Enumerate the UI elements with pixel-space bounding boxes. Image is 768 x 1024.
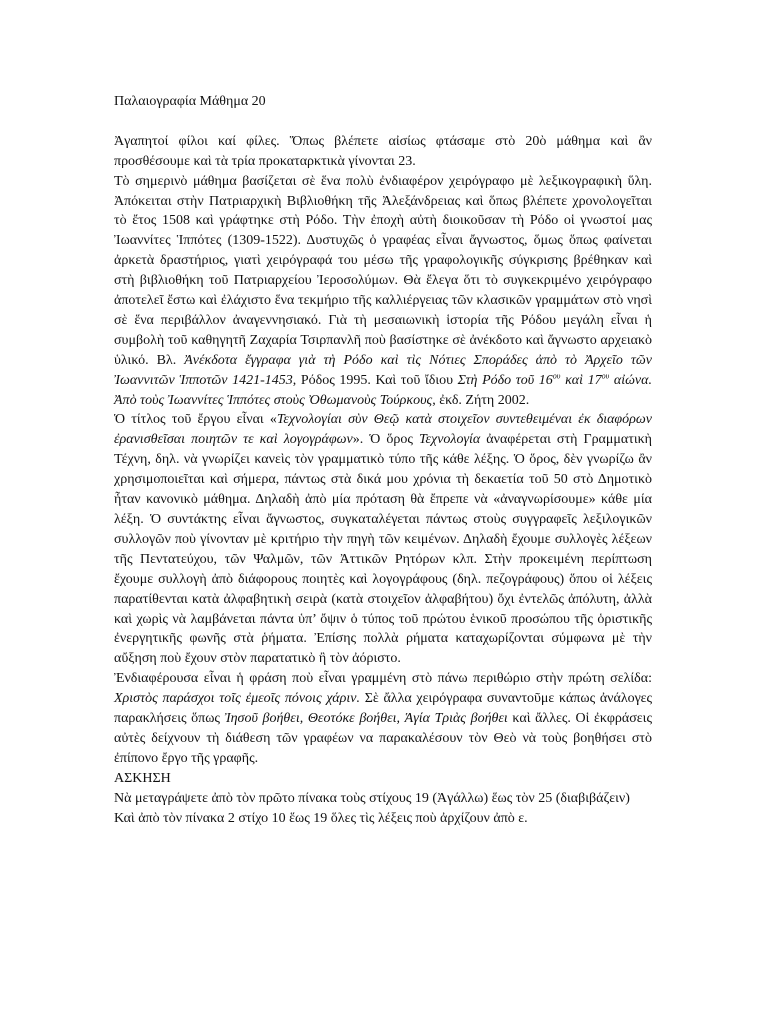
paragraph-title-text-a: Ὁ τίτλος τοῦ ἔργου εἶναι «	[114, 412, 277, 428]
document-title: Παλαιογραφία Μάθημα 20	[114, 94, 266, 109]
paragraph-manuscript-text-a: Τὸ σημερινὸ μάθημα βασίζεται σὲ ἕνα πολὺ ἐνδιαφέρον χειρόγραφο μὲ λεξικογραφικὴ ὕλη. Ἀπόκειται στὴν Πατριαρχικὴ Βιβλιοθήκη τῆς Ἀλεξάνδρειας καὶ ὅπως βλέπετε χρονολογεῖται τὸ ἔτος 1508 καὶ γράφτηκε στὴ Ρόδο. Τὴν ἐποχὴ αὐτὴ διοικοῦσαν τὴ Ρόδο οἱ γνωστοί μας Ἰωαννίτες Ἱππότες (1309-1522). Δυστυχῶς ὁ γραφέας εἶναι ἄγνωστος, ὅμως ὅπως φαίνεται ἀρκετὰ δραστήριος, γιατὶ χειρόγραφά του μέσω τῆς γραφολογικῆς σύγκρισης βρέθηκαν καὶ στὴ βιβλιοθήκη τοῦ Πατριαρχείου Ἰεροσολύμων. Θὰ ἔλεγα ὅτι τὸ συγκεκριμένο χειρόγραφο ἀποτελεῖ ἔστω καὶ ἐλάχιστο ἕνα τεκμήριο τῆς καλλιέργειας τῶν κλασικῶν γραμμάτων στὸ νησὶ σὲ ἕνα περιβάλλον ἀναγεννησιακό. Γιὰ τὴ μεσαιωνικὴ ἱστορία τῆς Ρόδου μεγάλη εἶναι ἡ συμβολὴ τοῦ καθηγητῆ Ζαχαρία Τσιρπανλῆ ποὺ βασίστηκε σὲ ἀνέκδοτο καὶ ἄγνωστο αρχειακὸ ὑλικό. Βλ.	[114, 173, 652, 368]
exercise-item-1: Νὰ μεταγράψετε ἀπὸ τὸν πρῶτο πίνακα τοὺς στίχους 19 (Ἀγάλλω) ἕως τὸν 25 (διαβιβάζειν)	[114, 790, 630, 806]
ordinal-superscript-1: ου	[552, 371, 561, 381]
paragraph-manuscript	[114, 172, 652, 411]
paragraph-margin-text-c: καὶ ἄλλες. Οἱ ἐκφράσεις αὐτὲς δείχνουν τὴ διάθεση τῶν γραφέων να παρακαλέσουν τὸν Θεὸ νὰ τοὺς βοηθήσει στὸ ἐπίπονο ἔργο τῆς γραφῆς.	[114, 711, 652, 766]
work-title-italic: Τεχνολογίαι σὺν Θεῷ κατὰ στοιχεῖον συντεθειμέναι ἐκ διαφόρων ἐρανισθεῖσαι ποιητῶν τε καὶ λογογράφων	[114, 412, 652, 448]
exercise-heading: ΑΣΚΗΣΗ	[114, 770, 171, 786]
citation-title-2-part-2: καὶ 17	[560, 372, 602, 388]
paragraph-manuscript-text-b: , Ρόδος 1995. Καὶ τοῦ ἴδιου	[292, 372, 458, 388]
document-page	[114, 92, 652, 829]
citation-title-2-part-1: Στὴ Ρόδο τοῦ 16	[457, 372, 553, 388]
paragraph-manuscript-text-c: , ἐκδ. Ζήτη 2002.	[432, 392, 530, 408]
paragraph-margin-text-a: Ἐνδιαφέρουσα εἶναι ἡ φράση ποὺ εἶναι γραμμένη στὸ πάνω περιθώριο στὴν πρώτη σελίδα:	[114, 671, 652, 687]
paragraph-title-of-work	[114, 410, 652, 669]
invocations-italic: Ἰησοῦ βοήθει, Θεοτόκε βοήθει, Ἁγία Τριὰς βοήθει	[224, 711, 508, 727]
margin-phrase-italic: Χριστὸς παράσχοι τοῖς ἐμεοῖς πόνοις χάριν.	[114, 691, 360, 707]
paragraph-margin-text-b: Σὲ ἄλλα χειρόγραφα συναντοῦμε κάπως ἀνάλογες παρακλήσεις ὅπως	[114, 691, 652, 727]
citation-title-2-part-3: αἰώνα. Ἀπὸ τοὺς Ἰωαννίτες Ἱππότες στοὺς Ὀθωμανοὺς Τούρκους	[114, 372, 652, 408]
citation-title-1: Ἀνέκδοτα ἔγγραφα γιὰ τὴ Ρόδο καὶ τὶς Νότιες Σποράδες ἀπὸ τὸ Ἀρχεῖο τῶν Ἰωαννιτῶν Ἱπποτῶν 1421-1453	[114, 352, 652, 388]
paragraph-intro: Ἀγαπητοί φίλοι καί φίλες. Ὅπως βλέπετε αἰσίως φτάσαμε στὸ 20ὸ μάθημα καὶ ἂν προσθέσουμε καὶ τὰ τρία προκαταρκτικὰ γίνονται 23.	[114, 133, 652, 169]
paragraph-margin-phrase	[114, 669, 652, 769]
exercise-item-2: Καὶ ἀπὸ τὸν πίνακα 2 στίχο 10 ἕως 19 ὅλες τὶς λέξεις ποὺ ἀρχίζουν ἀπὸ ε.	[114, 810, 528, 826]
paragraph-title-text-c: ἀναφέρεται στὴ Γραμματικὴ Τέχνη, δηλ. νὰ γνωρίζει κανεὶς τὸν γραμματικὸ τύπο τῆς κάθε λέξης. Ὁ ὅρος, δὲν γνωρίζω ἂν χρησιμοποιεῖται καὶ σήμερα, πάντως στὰ δικά μου χρόνια τὴ δεκαετία τοῦ 50 στὸ Δημοτικὸ ἦταν κανονικὸ μάθημα. Δηλαδὴ ἀπὸ μία πρόταση θὰ ἔπρεπε νὰ «ἀναγνωρίσουμε» κάθε μία λέξη. Ὁ συντάκτης εἶναι ἄγνωστος, συγκαταλέγεται πάντως στοὺς συγγραφεῖς λεξιλογικῶν συλλογῶν ποὺ γίνονταν μὲ κριτήριο τὴν πηγὴ τῶν κειμένων. Δηλαδὴ ἔχουμε συλλογὲς λέξεων τῆς Πεντατεύχου, τῶν Ψαλμῶν, τῶν Ἀττικῶν Ρητόρων κλπ. Στὴν προκειμένη περίπτωση ἔχουμε συλλογὴ ἀπὸ διάφορους ποιητὲς καὶ λογογράφους (δηλ. πεζογράφους) ὅπου οἱ λέξεις παρατίθενται κατὰ ἀλφαβητικὴ σειρὰ (κατὰ στοιχεῖον ἀλφαβήτου) ὄχι ἐντελῶς ἀπόλυτη, ἀλλὰ καὶ χωρὶς νὰ λαμβάνεται πάντα ὑπ’ ὄψιν ὁ τύπος τοῦ πρώτου ἑνικοῦ προσώπου τῆς ὁριστικῆς ἐνεργητικῆς φωνῆς στὰ ῥήματα. Ἐπίσης πολλὰ ρήματα καταχωρίζονται σύμφωνα μὲ τὴν αὔξηση ποὺ ἔχουν στὸν παρατατικὸ ἢ τὸν ἀόριστο.	[114, 432, 653, 667]
paragraph-title-text-b: ». Ὁ ὅρος	[352, 432, 420, 448]
ordinal-superscript-2: ου	[601, 371, 610, 381]
term-technologia: Τεχνολογία	[419, 432, 481, 448]
